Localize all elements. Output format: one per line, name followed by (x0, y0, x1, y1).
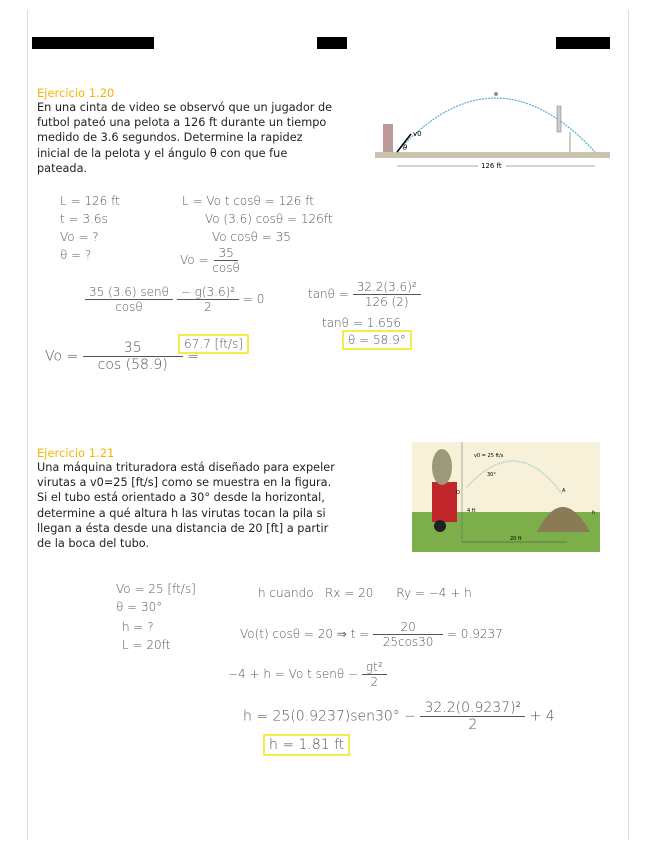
equation: tanθ = 1.656 (322, 316, 402, 330)
exercise-statement: Una máquina trituradora está diseñado para expeler virutas a v0=25 [ft/s] como se muestra en la figura. Si el tubo está orientado a 30° desde la horizontal, determine a qué altura h las virutas tocan la pila si llegan a ésta desde una distancia de 20 [ft] a partir de la boca del tubo. (37, 461, 335, 551)
given-h: h = ? (122, 620, 154, 634)
equation: h = 25(0.9237)sen30° − $\frac{\text{32.2(0.9237)²}}{2}$ + 4 (243, 700, 555, 733)
equation: L = Vo t cosθ = 126 ft (182, 194, 314, 208)
equation: h cuando Rx = 20 Ry = −4 + h (258, 586, 472, 600)
h-label: h (592, 510, 596, 516)
equation: Vo cosθ = 35 (212, 230, 291, 244)
equation: Vo = $\frac{35}{\cos\theta}$ (180, 246, 240, 275)
chipper (432, 482, 457, 522)
given-L: L = 126 ft (60, 194, 120, 208)
redaction-bar (32, 37, 154, 49)
given-L: L = 20ft (122, 638, 171, 652)
wheel (434, 520, 446, 532)
h-result: h = 1.81 ft (263, 734, 350, 756)
exercise-statement: En una cinta de video se observó que un jugador de futbol pateó una pelota a 126 ft durante un tiempo medido de 3.6 segundos. Determine la rapidez inicial de la pelota y el ángulo θ con que fue pateada. (37, 101, 333, 175)
chipper-figure (412, 442, 600, 552)
exercise-title: Ejercicio 1.20 (37, 86, 115, 100)
point-label: A (562, 488, 566, 494)
angle-label: 30° (487, 472, 496, 478)
ground (375, 152, 610, 158)
distance-label: 20 ft (510, 536, 522, 542)
equation: Vo(t) cosθ = 20 ⇒ t = $\frac{20}{25\cos 30}$ = 0.9237 (240, 620, 503, 649)
given-theta: θ = 30° (116, 600, 163, 614)
goal-post (557, 106, 561, 132)
origin-label: O (456, 490, 460, 496)
distance-label: 126 ft (481, 162, 502, 170)
exercise-title: Ejercicio 1.21 (37, 446, 115, 460)
redaction-bar (317, 37, 347, 49)
equation: −4 + h = Vo t senθ − $\frac{\text{gt²}}{2}$ (228, 660, 387, 689)
redaction-bar (556, 37, 610, 49)
given-t: t = 3.6s (60, 212, 108, 226)
given-vo: Vo = ? (60, 230, 99, 244)
soccer-trajectory-figure (375, 84, 610, 179)
trajectory-curve (397, 98, 595, 152)
given-theta: θ = ? (60, 248, 92, 262)
theta-label: θ (403, 144, 408, 152)
given-vo: Vo = 25 [ft/s] (116, 582, 196, 596)
tree (432, 449, 452, 485)
height-label: 4 ft (467, 508, 476, 514)
player (383, 124, 393, 152)
ball (494, 92, 498, 96)
vo-result: 67.7 [ft/s] (178, 334, 249, 354)
equation: Vo = $\frac{35}{\cos (58.9)}$ = (45, 340, 199, 373)
equation: Vo (3.6) cosθ = 126ft (205, 212, 333, 226)
equation: tanθ = $\frac{\text{32.2(3.6)²}}{126 (2)}$ (308, 280, 421, 309)
v0-label: v0 = 25 ft/s (474, 453, 504, 459)
theta-result: θ = 58.9° (342, 330, 412, 350)
v0-label: v0 (413, 130, 422, 138)
equation: $\frac{\text{35 (3.6) senθ}}{\cos\theta}$ $\frac{\text{− g(3.6)²}}{2}$ = 0 (85, 285, 264, 314)
